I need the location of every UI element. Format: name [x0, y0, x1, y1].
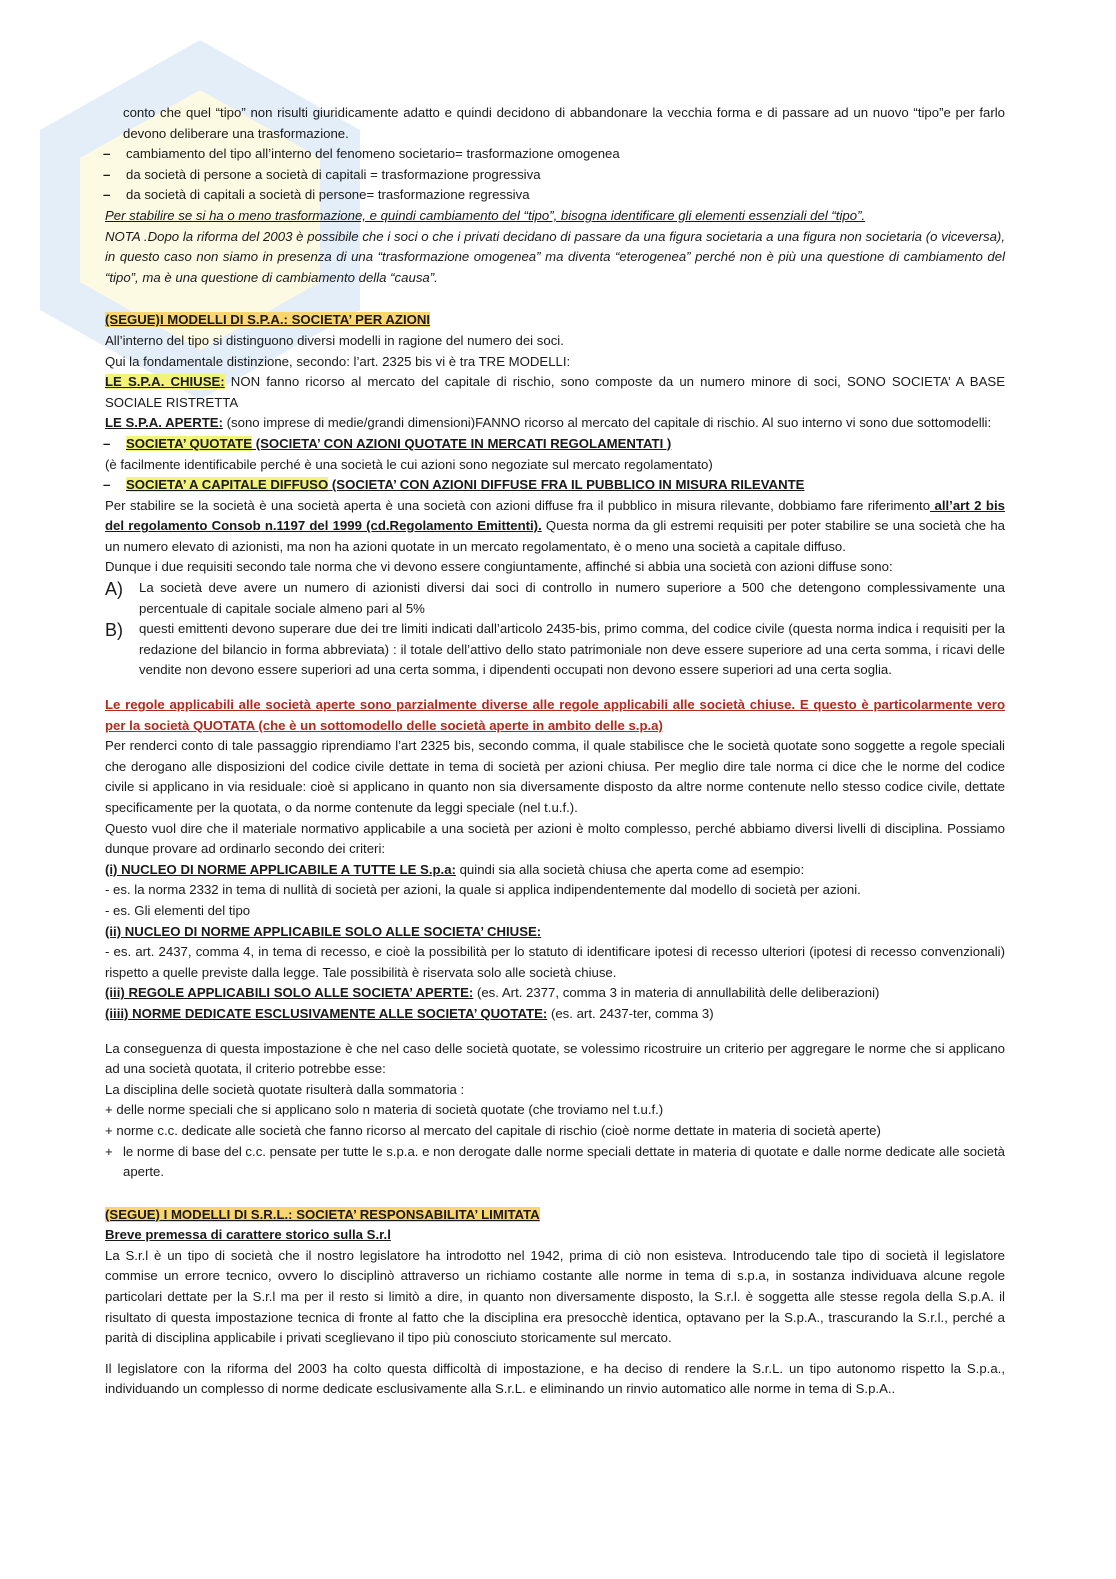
list-item: – da società di persone a società di capitali = trasformazione progressiva [105, 165, 1005, 186]
quotate-label: SOCIETA’ QUOTATE [126, 435, 253, 451]
list-item: A) La società deve avere un numero di azionisti diversi dai soci di controllo in numero superiore a 500 che detengono complessivamente una percentuale di capitale sociale almeno pari al 5% [105, 579, 1005, 616]
section-heading-srl: (SEGUE) I MODELLI DI S.R.L.: SOCIETA’ RESPONSABILITA’ LIMITATA [105, 1206, 540, 1222]
sum-item-1: + delle norme speciali che si applicano solo n materia di società quotate (che troviamo nel t.u.f.) [105, 1102, 664, 1118]
red-emphasis-paragraph: Le regole applicabili alle società aperte sono parzialmente diverse alle regole applicabili alle società chiuse. E questo è particolarmente vero per la società QUOTATA (che è un sottomodello delle società aperte in ambito delle s.p.a) [105, 697, 1005, 733]
document-page [105, 103, 1005, 1400]
spa-paragraph-1: All’interno del tipo si distinguono diversi modelli in ragione del numero dei soci. [105, 332, 564, 348]
sum-item-3: + le norme di base del c.c. pensate per tutte le s.p.a. e non derogate dalle norme speciali dettate in materia di quotate e dalle norme dedicate alle società aperte. [105, 1143, 1005, 1180]
intro-continuation: conto che quel “tipo” non risulti giuridicamente adatto e quindi decidono di abbandonare la vecchia forma e di passare ad un nuovo “tipo”e per farlo devono deliberare una trasformazione. [123, 105, 1005, 141]
criterion-1-example-1: - es. la norma 2332 in tema di nullità di società per azioni, la quale si applica indipendentemente dal modello di società per azioni. [105, 882, 861, 898]
dash-bullet-icon: – [103, 146, 111, 162]
letter-b-marker: B) [105, 620, 123, 641]
srl-subheading: Breve premessa di carattere storico sulla S.r.l [105, 1227, 391, 1243]
srl-paragraph-2: Il legislatore con la riforma del 2003 ha colto questa difficoltà di impostazione, e ha deciso di rendere la S.r.L. un tipo autonomo rispetto la S.p.a., individuando un complesso di norme dedicate esclusivamente alla S.r.L. e eliminando un rinvio automatico alle norme in tema di S.p.A.. [105, 1360, 1005, 1397]
letter-a-marker: A) [105, 579, 123, 600]
quotate-note: (è facilmente identificabile perché è una società le cui azioni sono negoziate sul mercato regolamentato) [105, 456, 713, 472]
list-item: – SOCIETA’ A CAPITALE DIFFUSO (SOCIETA’ CON AZIONI DIFFUSE FRA IL PUBBLICO IN MISURA RILEVANTE [105, 475, 1005, 496]
srl-paragraph-1: La S.r.l è un tipo di società che il nostro legislatore ha introdotto nel 1942, prima di ciò non esisteva. Introducendo tale tipo di società il legislatore commise un errore tecnico, ovvero lo disciplinò attraverso un richiamo costante alle norme in tema di s.p.a, in sostanza individuava alcune regole particolari dettate per la S.r.l ma per il resto si limitò a dire, in quanto non diversamente disposto, la S.r.l. è soggetta alle stesse regola della S.p.A. il risultato di questa impostazione tecnica di fronte al fatto che la disciplina era presocchè identica, optavano per la S.p.A., trascurando la S.r.l., perché a parità di disciplina applicabile i privati sceglievano il tipo più conosciuto storicamente sul mercato. [105, 1247, 1005, 1346]
requisiti-paragraph: Dunque i due requisiti secondo tale norma che vi devono essere congiuntamente, affinché si abbia una società con azioni diffuse sono: [105, 559, 893, 575]
dash-bullet-icon: – [103, 187, 111, 203]
section-heading-spa: (SEGUE)I MODELLI DI S.P.A.: SOCIETA’ PER AZIONI [105, 312, 431, 328]
disciplina-paragraph: La disciplina delle società quotate risulterà dalla sommatoria : [105, 1081, 465, 1097]
spa-aperte: LE S.P.A. APERTE: (sono imprese di medie/grandi dimensioni)FANNO ricorso al mercato del capitale di rischio. Al suo interno vi sono due sottomodelli: [105, 415, 992, 431]
spa-chiuse-label: LE S.P.A. CHIUSE: [105, 374, 225, 390]
spa-paragraph-2: Qui la fondamentale distinzione, secondo: l’art. 2325 bis vi è tra TRE MODELLI: [105, 353, 571, 369]
dash-bullet-icon: – [103, 435, 111, 451]
criterion-1: (i) NUCLEO DI NORME APPLICABILE A TUTTE LE S.p.a: quindi sia alla società chiusa che aperta come ad esempio: [105, 861, 805, 877]
renderci-paragraph: Per renderci conto di tale passaggio riprendiamo l’art 2325 bis, secondo comma, il quale stabilisce che le società quotate sono soggette a regole speciali che derogano alle disposizioni del codice civile dettate in tema di società per azioni chiusa. Per meglio dire tale norma ci dice che le norme del codice civile si applicano in via residuale: cioè si applicano in quanto non sia diversamente disposto da altre norme contenute nello stesso codice civile, dettate specificamente per la quotata, o da norme contenute da leggi speciale (nel t.u.f.). [105, 738, 1005, 815]
conseguenza-paragraph: La conseguenza di questa impostazione è che nel caso delle società quotate, se volessimo ricostruire un criterio per aggregare le norme che si applicano ad una società quotata, il criterio potrebbe esse: [105, 1040, 1005, 1077]
essential-elements-note: Per stabilire se si ha o meno trasformazione, e quindi cambiamento del “tipo”, bisogna identificare gli elementi essenziali del “tipo”. [105, 207, 866, 223]
list-item: – da società di capitali a società di persone= trasformazione regressiva [105, 185, 1005, 206]
questo-paragraph: Questo vuol dire che il materiale normativo applicabile a una società per azioni è molto complesso, perché abbiamo diversi livelli di disciplina. Possiamo dunque provare ad ordinarlo secondo dei criteri: [105, 820, 1005, 857]
nota-paragraph: NOTA .Dopo la riforma del 2003 è possibile che i soci o che i privati decidano di passare da una figura societaria a una figura non societaria (o viceversa), in questo caso non siamo in presenza di una “trasformazione omogenea” ma diventa “eterogenea” perché non è più una questione di cambiamento del “tipo”, ma è una questione di cambiamento della “causa”. [105, 228, 1005, 285]
criterion-2: (ii) NUCLEO DI NORME APPLICABILE SOLO ALLE SOCIETA’ CHIUSE: [105, 923, 542, 939]
spa-aperte-label: LE S.P.A. APERTE: [105, 415, 223, 431]
diffuso-paragraph: Per stabilire se la società è una società aperta è una società con azioni diffuse fra il pubblico in misura rilevante, dobbiamo fare riferimento all’art 2 bis del regolamento Consob n.1197 del 1999 (cd.Regolamento Emittenti). Questa norma da gli estremi requisiti per poter stabilire se una società che ha un numero elevato di azionisti, ma non ha azioni quotate in un mercato regolamentato, è o meno una società a capitale diffuso. [105, 497, 1005, 554]
plus-icon: + [105, 1143, 113, 1159]
dash-bullet-icon: – [103, 166, 111, 182]
list-item: – SOCIETA’ QUOTATE (SOCIETA’ CON AZIONI QUOTATE IN MERCATI REGOLAMENTATI ) [105, 434, 1005, 455]
diffuso-label: SOCIETA’ A CAPITALE DIFFUSO [126, 477, 329, 493]
list-item: – cambiamento del tipo all’interno del fenomeno societario= trasformazione omogenea [105, 144, 1005, 165]
spa-chiuse: LE S.P.A. CHIUSE: NON fanno ricorso al mercato del capitale di rischio, sono composte da un numero minore di soci, SONO SOCIETA’ A BASE SOCIALE RISTRETTA [105, 374, 1005, 410]
dash-bullet-icon: – [103, 477, 111, 493]
criterion-4: (iiii) NORME DEDICATE ESCLUSIVAMENTE ALLE SOCIETA’ QUOTATE: (es. art. 2437-ter, comma 3) [105, 1005, 714, 1021]
list-item: B) questi emittenti devono superare due dei tre limiti indicati dall’articolo 2435-bis, primo comma, del codice civile (questa norma indica i requisiti per la redazione del bilancio in forma abbreviata) : il totale dell’attivo dello stato patrimoniale non deve essere superiore ad una certa somma, i ricavi delle vendite non devono essere superiori ad una certa somma, i dipendenti occupati non devono essere superiori ad una certa soglia. [105, 620, 1005, 678]
criterion-3: (iii) REGOLE APPLICABILI SOLO ALLE SOCIETA’ APERTE: (es. Art. 2377, comma 3 in materia di annullabilità delle deliberazioni) [105, 985, 880, 1001]
criterion-1-example-2: - es. Gli elementi del tipo [105, 902, 251, 918]
sum-item-2: + norme c.c. dedicate alle società che fanno ricorso al mercato del capitale di rischio (cioè norme dettate in materia di società aperte) [105, 1122, 881, 1138]
criterion-2-example: - es. art. 2437, comma 4, in tema di recesso, e cioè la possibilità per lo statuto di identificare ipotesi di recesso ulteriori (ipotesi di recesso convenzionali) rispetto a quelle previste dalla legge. Tale possibilità è riservata solo alle società chiuse. [105, 944, 1005, 980]
consob-reference: all’art 2 bis del regolamento Consob n.1197 del 1999 (cd.Regolamento Emittenti). [105, 497, 1005, 534]
